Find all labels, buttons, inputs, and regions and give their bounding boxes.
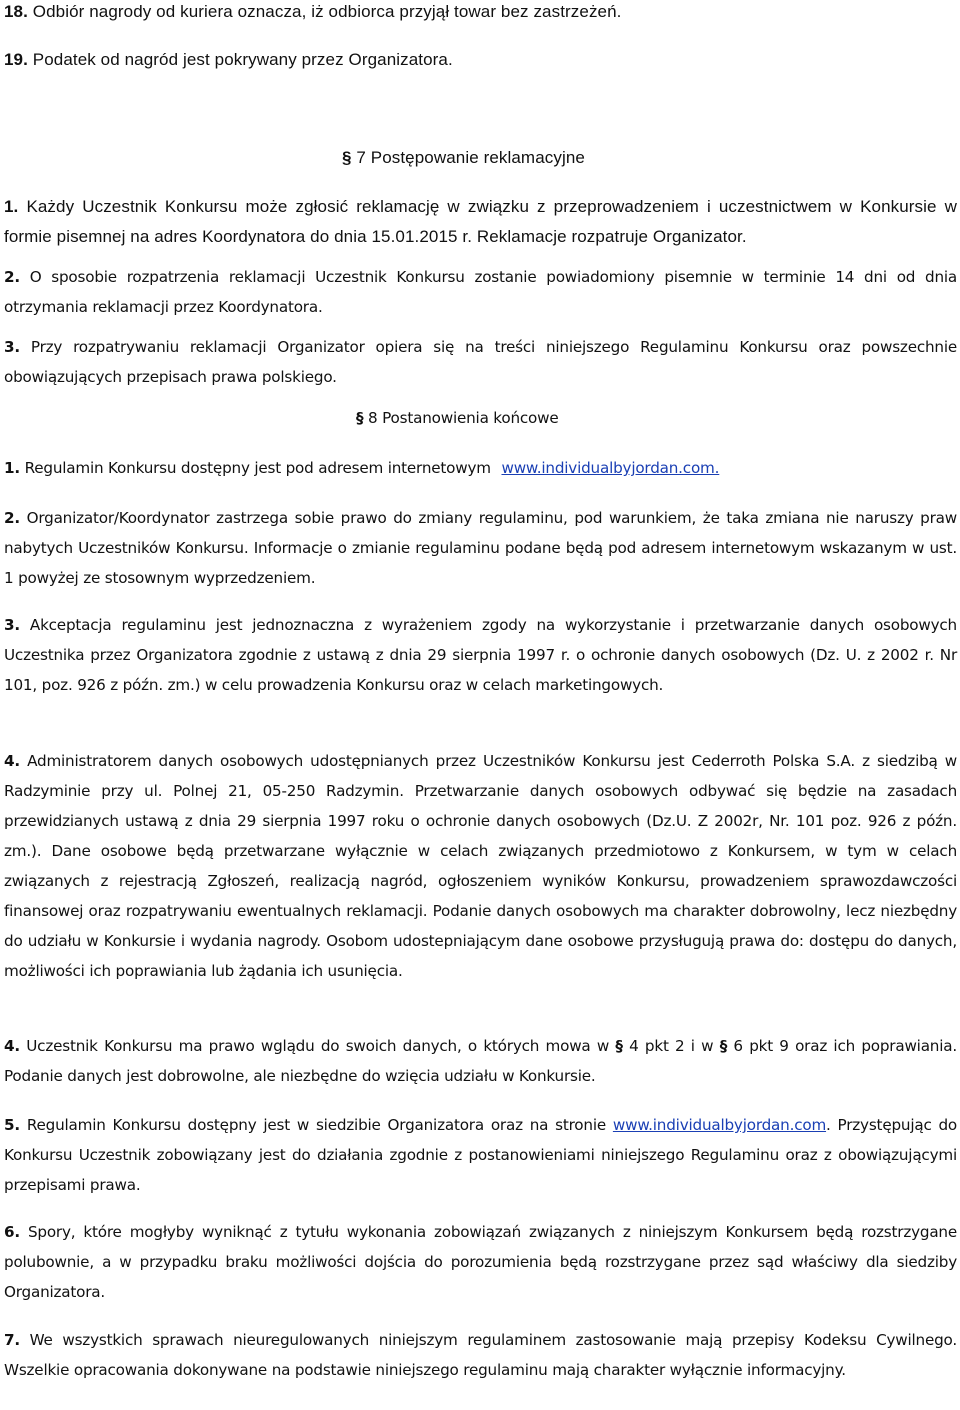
paragraph-text: Przy rozpatrywaniu reklamacji Organizator opiera się na treści niniejszego Regulaminu Konkursu oraz powszechnie obowiązujących przepisach prawa polskiego. (4, 338, 957, 386)
section-symbol: § (719, 1037, 728, 1055)
website-link[interactable]: www.individualbyjordan.com. (501, 459, 720, 477)
paragraph-number: 3. (4, 338, 20, 356)
paragraph-text-mid: 4 pkt 2 i w (629, 1037, 714, 1055)
section-title: 8 Postanowienia końcowe (368, 409, 559, 427)
paragraph-number: 1. (4, 459, 20, 477)
paragraph-number: 18. (4, 2, 28, 21)
section-symbol: § (342, 148, 352, 167)
section-8-heading (356, 403, 558, 433)
section-8-paragraph-7 (4, 1325, 957, 1385)
paragraph-number: 19. (4, 50, 28, 69)
paragraph-text: Spory, które mogłyby wyniknąć z tytułu wykonania zobowiązań związanych z niniejszym Konkursem będą rozstrzygane polubownie, a w przypadku braku możliwości dojścia do porozumienia będą rozstrzygane przez sąd właściwy dla siedziby Organizatora. (4, 1223, 957, 1301)
section-7-heading (342, 143, 585, 173)
paragraph-number: 5. (4, 1116, 20, 1134)
section-8-paragraph-6 (4, 1217, 957, 1307)
paragraph-number: 1. (4, 197, 19, 216)
paragraph-text: O sposobie rozpatrzenia reklamacji Uczestnik Konkursu zostanie powiadomiony pisemnie w terminie 14 dni od dnia otrzymania reklamacji przez Koordynatora. (4, 268, 957, 316)
paragraph-number: 6. (4, 1223, 20, 1241)
section-7-paragraph-3 (4, 332, 957, 392)
section-title: 7 Postępowanie reklamacyjne (356, 148, 585, 167)
paragraph-text: Regulamin Konkursu dostępny jest pod adresem internetowym (24, 459, 491, 477)
paragraph-text-after: 6 pkt 9 oraz ich poprawiania. Podanie danych jest dobrowolne, ale niezbędne do wzięcia udziału w Konkursie. (4, 1037, 957, 1085)
paragraph-number: 4. (4, 1037, 20, 1055)
paragraph-18 (4, 0, 957, 27)
section-8-paragraph-4 (4, 746, 957, 986)
section-8-paragraph-5 (4, 1110, 957, 1200)
paragraph-19 (4, 45, 957, 75)
paragraph-text: Każdy Uczestnik Konkursu może zgłosić reklamację w związku z przeprowadzeniem i uczestnictwem w Konkursie w formie pisemnej na adres Koordynatora do dnia 15.01.2015 r. Reklamacje rozpatruje Organizator. (4, 197, 958, 246)
paragraph-number: 3. (4, 616, 20, 634)
website-link[interactable]: www.individualbyjordan.com (612, 1116, 827, 1134)
section-7-paragraph-1 (4, 192, 957, 252)
paragraph-text: Akceptacja regulaminu jest jednoznaczna z wyrażeniem zgody na wykorzystanie i przetwarzanie danych osobowych Uczestnika przez Organizatora zgodnie z ustawą z dnia 29 sierpnia 1997 r. o ochronie danych osobowych (Dz. U. z 2002 r. Nr 101, poz. 926 z późn. zm.) w celu prowadzenia Konkursu oraz w celach marketingowych. (4, 616, 957, 694)
section-8-paragraph-4-rights (4, 1031, 957, 1091)
paragraph-text: Odbiór nagrody od kuriera oznacza, iż odbiorca przyjął towar bez zastrzeżeń. (32, 2, 622, 21)
section-7-paragraph-2 (4, 262, 957, 322)
paragraph-text: We wszystkich sprawach nieuregulowanych niniejszym regulaminem zastosowanie mają przepisy Kodeksu Cywilnego. Wszelkie opracowania dokonywane na podstawie niniejszego regulaminu mają charakter wyłącznie informacyjny. (4, 1331, 957, 1379)
paragraph-text: Regulamin Konkursu dostępny jest w siedzibie Organizatora oraz na stronie (26, 1116, 606, 1134)
paragraph-text-after: . Przystępując do Konkursu Uczestnik zobowiązany jest do działania zgodnie z postanowieniami niniejszego Regulaminu oraz z obowiązującymi przepisami prawa. (4, 1116, 958, 1194)
paragraph-text: Administratorem danych osobowych udostępnianych przez Uczestników Konkursu jest Cederroth Polska S.A. z siedzibą w Radzyminie przy ul. Polnej 21, 05-250 Radzymin. Przetwarzanie danych osobowych odbywać się będzie na zasadach przewidzianych ustawą z dnia 29 sierpnia 1997 roku o ochronie danych osobowych (Dz.U. Z 2002r, Nr. 101 poz. 926 z późn. zm.). Dane osobowe będą przetwarzane wyłącznie w celach związanych przedmiotowo z Konkursem, w tym w celach związanych z rejestracją Zgłoszeń, realizacją nagród, ogłoszeniem wyników Konkursu, prowadzeniem sprawozdawczości finansowej oraz rozpatrywaniu ewentualnych reklamacji. Podanie danych osobowych ma charakter dobrowolny, lecz niezbędny do udziału w Konkursie i wydania nagrody. Osobom udostepniającym dane osobowe przysługują prawa do: dostępu do danych, możliwości ich poprawiania lub żądania ich usunięcia. (4, 752, 957, 980)
section-symbol: § (615, 1037, 623, 1055)
paragraph-text: Podatek od nagród jest pokrywany przez Organizatora. (32, 50, 453, 69)
paragraph-text-before: Uczestnik Konkursu ma prawo wglądu do swoich danych, o których mowa w (26, 1037, 610, 1055)
paragraph-text: Organizator/Koordynator zastrzega sobie prawo do zmiany regulaminu, pod warunkiem, że taka zmiana nie naruszy praw nabytych Uczestników Konkursu. Informacje o zmianie regulaminu podane będą pod adresem internetowym wskazanym w ust. 1 powyżej ze stosownym wyprzedzeniem. (4, 509, 957, 587)
section-8-paragraph-1 (4, 453, 957, 483)
paragraph-number: 2. (4, 268, 20, 286)
paragraph-number: 7. (4, 1331, 20, 1349)
section-8-paragraph-2 (4, 503, 957, 593)
section-symbol: § (356, 409, 364, 427)
paragraph-number: 2. (4, 509, 20, 527)
paragraph-number: 4. (4, 752, 20, 770)
section-8-paragraph-3 (4, 610, 957, 700)
